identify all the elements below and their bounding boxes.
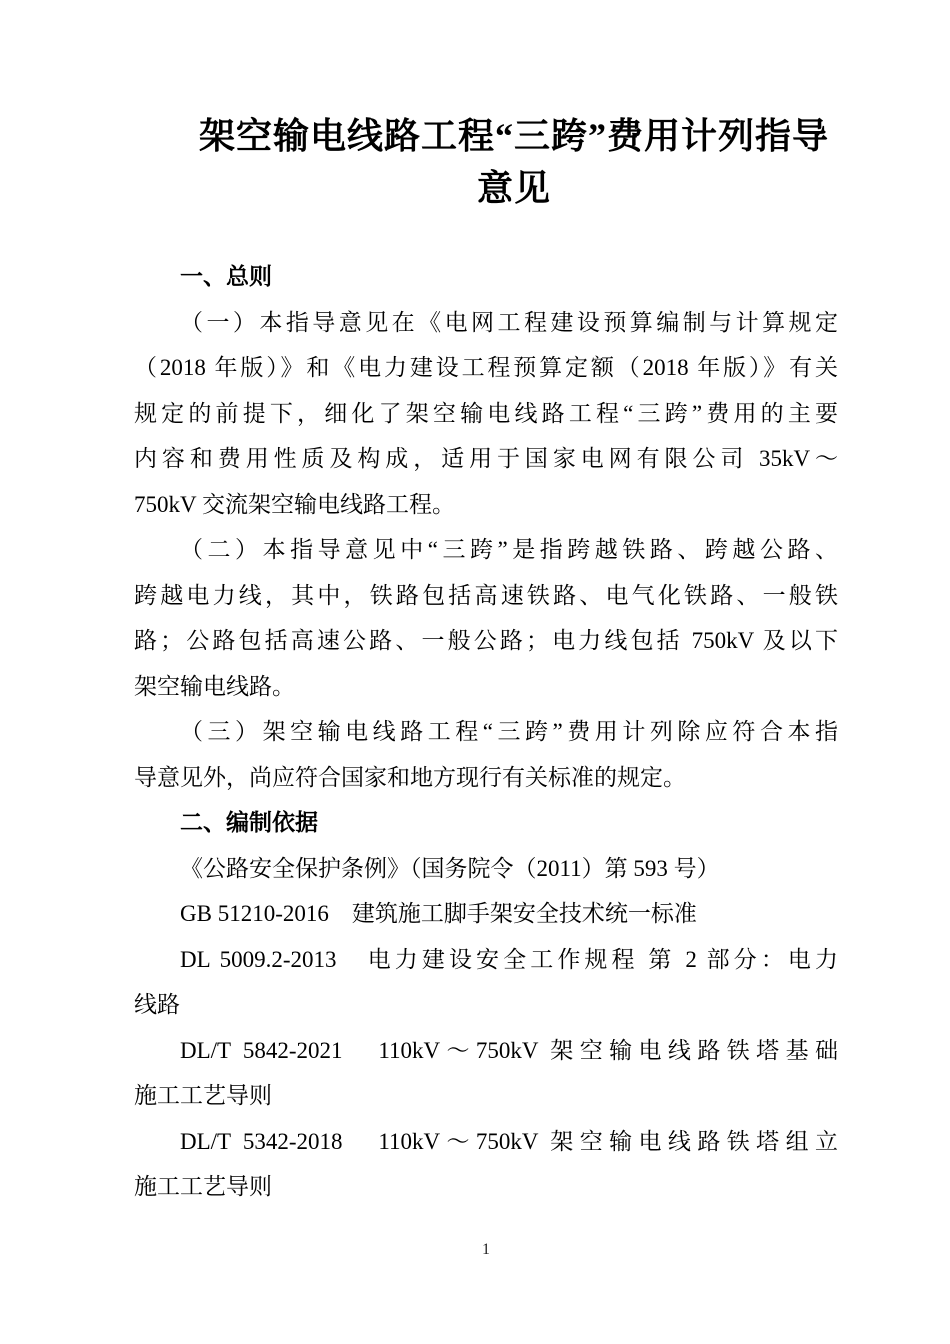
text-line: （二）本指导意见中“三跨”是指跨越铁路、跨越公路、 <box>180 537 838 562</box>
text-line: 二、编制依据 <box>180 809 318 835</box>
text-line: 一、总则 <box>180 263 272 289</box>
text-line: DL 5009.2-2013 电力建设安全工作规程 第 2 部分：电力 <box>180 946 838 972</box>
paragraph <box>134 891 838 937</box>
text-line: （2018 年版）》和《电力建设工程预算定额（2018 年版）》有关 <box>134 355 838 380</box>
text-line: 线路 <box>134 992 180 1017</box>
text-line: 《公路安全保护条例》（国务院令（2011）第 593 号） <box>180 855 720 881</box>
title-line: 架空输电线路工程“三跨”费用计列指导 <box>198 116 829 156</box>
paragraph <box>134 709 838 800</box>
text-line: 跨越电力线，其中，铁路包括高速铁路、电气化铁路、一般铁 <box>134 582 838 608</box>
paragraph <box>134 846 838 892</box>
text-line: 750kV 交流架空输电线路工程。 <box>134 491 455 517</box>
text-line: DL/T 5342-2018 110kV～750kV 架空输电线路铁塔组立 <box>180 1128 838 1154</box>
text-line: （一）本指导意见在《电网工程建设预算编制与计算规定 <box>180 309 838 335</box>
page-number: 1 <box>482 1241 490 1258</box>
text-line: GB 51210-2016 建筑施工脚手架安全技术统一标准 <box>180 901 697 926</box>
paragraph <box>134 1028 838 1119</box>
text-line: 施工工艺导则 <box>134 1083 272 1108</box>
text-line: 架空输电线路。 <box>134 673 295 699</box>
text-line: 内容和费用性质及构成，适用于国家电网有限公司 35kV～ <box>134 446 838 471</box>
document-title <box>190 110 838 214</box>
paragraph <box>134 527 838 709</box>
title-line: 意见 <box>476 168 551 208</box>
section-heading <box>134 254 838 300</box>
text-line: 施工工艺导则 <box>134 1174 272 1199</box>
text-line: DL/T 5842-2021 110kV～750kV 架空输电线路铁塔基础 <box>180 1037 838 1063</box>
text-line: 规定的前提下，细化了架空输电线路工程“三跨”费用的主要 <box>134 400 838 426</box>
section-heading <box>134 800 838 846</box>
document-body <box>134 254 838 1210</box>
text-line: 路；公路包括高速公路、一般公路；电力线包括 750kV 及以下 <box>134 628 838 653</box>
paragraph <box>134 300 838 528</box>
text-line: （三）架空输电线路工程“三跨”费用计列除应符合本指 <box>180 719 838 744</box>
text-line: 导意见外，尚应符合国家和地方现行有关标准的规定。 <box>134 764 686 790</box>
paragraph <box>134 937 838 1028</box>
paragraph <box>134 1119 838 1210</box>
